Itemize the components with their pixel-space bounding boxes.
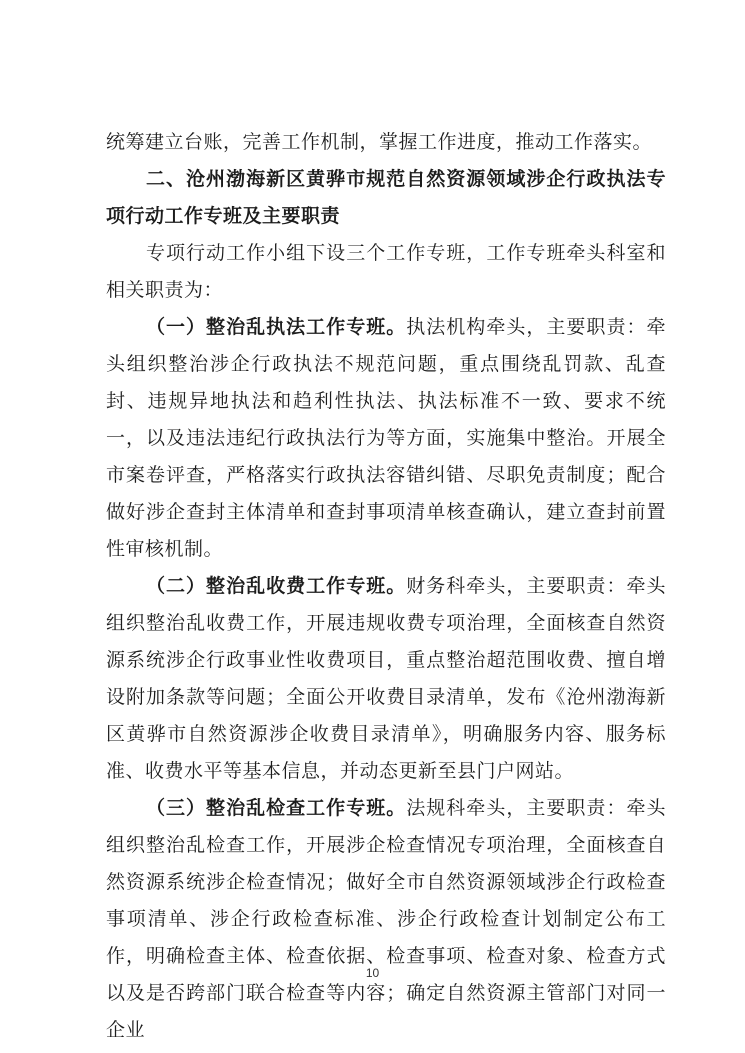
body-text [106,124,666,1049]
item-2-title: （二）整治乱收费工作专班。 [146,575,407,597]
item-3-body: 法规科牵头，主要职责：牵头组织整治乱检查工作，开展涉企检查情况专项治理，全面核查自然资源系统涉企检查情况；做好全市自然资源领域涉企行政检查事项清单、涉企行政检查标准、涉企行政检查计划制定公布工作，明确检查主体、检查依据、检查事项、检查对象、检查方式以及是否跨部门联合检查等内容；确定自然资源主管部门对同一企业 [106,797,666,1041]
paragraph-intro: 专项行动工作小组下设三个工作专班，工作专班牵头科室和相关职责为： [106,242,666,301]
paragraph-item-2 [106,568,666,790]
item-1-title: （一）整治乱执法工作专班。 [146,316,407,338]
paragraph-item-3 [106,790,666,1049]
page-number: 10 [365,966,380,980]
paragraph-continuation: 统筹建立台账，完善工作机制，掌握工作进度，推动工作落实。 [106,131,653,153]
section-heading-2: 二、沧州渤海新区黄骅市规范自然资源领域涉企行政执法专项行动工作专班及主要职责 [106,168,666,227]
item-3-title: （三）整治乱检查工作专班。 [146,797,407,819]
item-1-body: 执法机构牵头，主要职责：牵头组织整治涉企行政执法不规范问题，重点围绕乱罚款、乱查封、违规异地执法和趋利性执法、执法标准不一致、要求不统一，以及违法违纪行政执法行为等方面，实施集中整治。开展全市案卷评查，严格落实行政执法容错纠错、尽职免责制度；配合做好涉企查封主体清单和查封事项清单核查确认，建立查封前置性审核机制。 [106,316,666,560]
item-2-body: 财务科牵头，主要职责：牵头组织整治乱收费工作，开展违规收费专项治理，全面核查自然资源系统涉企行政事业性收费项目，重点整治超范围收费、擅自增设附加条款等问题；全面公开收费目录清单，发布《沧州渤海新区黄骅市自然资源涉企收费目录清单》，明确服务内容、服务标准、收费水平等基本信息，并动态更新至县门户网站。 [106,575,666,782]
paragraph-item-1 [106,309,666,568]
